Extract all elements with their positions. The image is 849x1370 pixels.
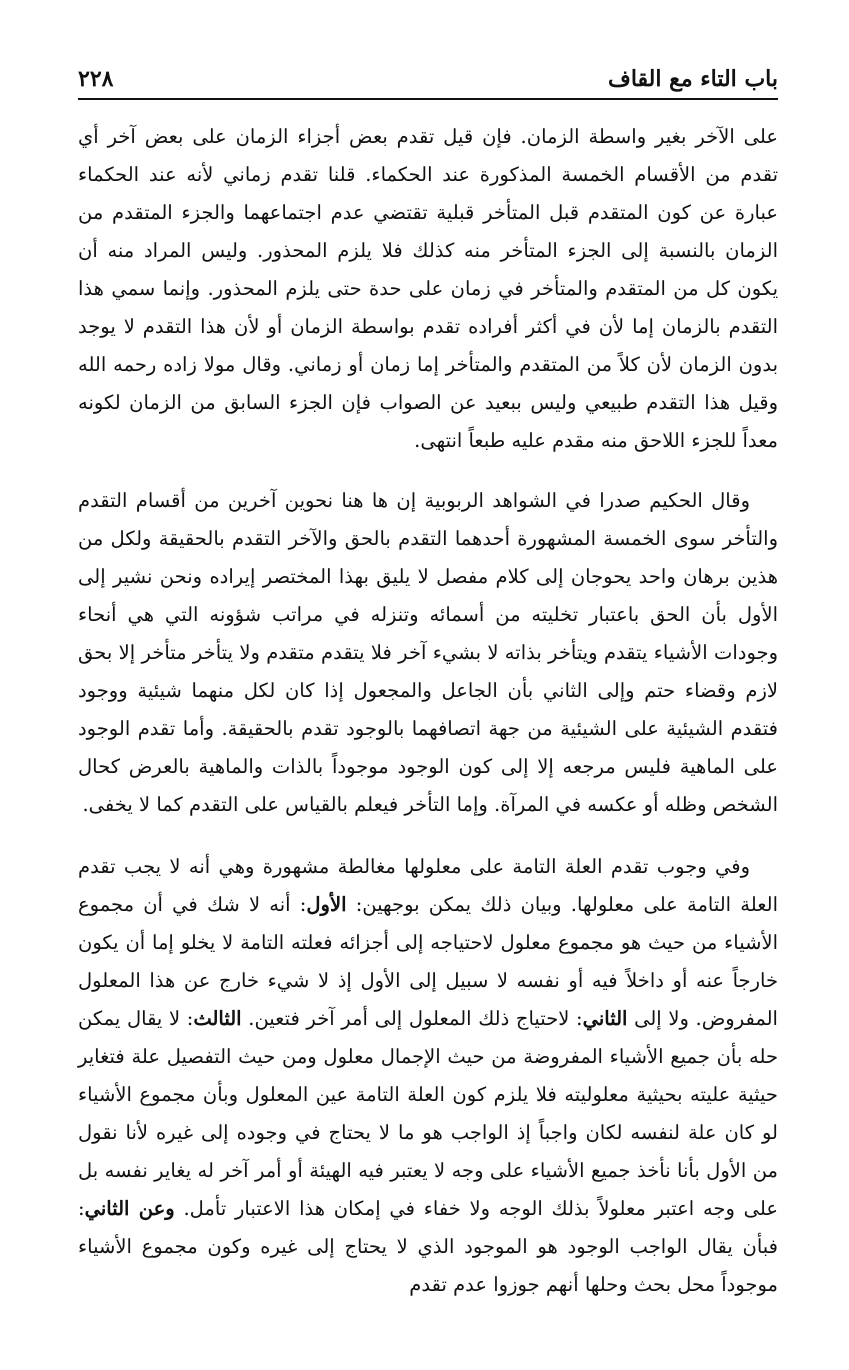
page-number: ٢٢٨ — [78, 66, 114, 92]
paragraph-3-text: : أنه لا شك في أن مجموع الأشياء من حيث هو مجموع معلول لاحتياجه إلى أجزائه فعلته التامة لا يخلو إما أن يكون خارجاً عنه أو داخلاً فيه أو نفسه لا سبيل إلى الأول إذ لا شيء خارج عن هذا المعلول المفروض. ولا إلى — [78, 893, 778, 1030]
paragraph-3-text: وفي وجوب تقدم العلة التامة على معلولها مغالطة مشهورة وهي أنه لا يجب تقدم العلة التامة على معلولها. وبيان ذلك يمكن بوجهين: — [78, 855, 778, 916]
paragraph-3 — [78, 848, 778, 1304]
running-title: باب التاء مع القاف — [608, 66, 778, 92]
keyword-third: الثالث — [193, 1007, 242, 1030]
paragraph-1: على الآخر بغير واسطة الزمان. فإن قيل تقدم بعض أجزاء الزمان على بعض آخر أي تقدم من الأقسام الخمسة المذكورة عند الحكماء. قلنا تقدم زماني لأنه عند الحكماء عبارة عن كون المتقدم قبل المتأخر قبلية تقتضي عدم اجتماعهما والجزء المتقدم من الزمان بالنسبة إلى الجزء المتأخر منه كذلك فلا يلزم المحذور. وليس المراد منه أن يكون كل من المتقدم والمتأخر في زمان على حدة حتى يلزم المحذور. وإنما سمي هذا التقدم بالزمان إما لأن في أكثر أفراده تقدم بواسطة الزمان أو لأن هذا التقدم لا يوجد بدون الزمان لأن كلاً من المتقدم والمتأخر إما زمان أو زماني. وقال مولا زاده رحمه الله وقيل هذا التقدم طبيعي وليس ببعيد عن الصواب فإن الجزء السابق من الزمان لكونه معداً للجزء اللاحق منه مقدم عليه طبعاً انتهى. — [78, 125, 778, 452]
page-header — [78, 58, 778, 100]
keyword-first: الأول — [306, 893, 347, 916]
paragraph-3-text: : فبأن يقال الواجب الوجود هو الموجود الذي لا يحتاج إلى غيره وكون مجموع الأشياء موجوداً محل بحث وحلها أنهم جوزوا عدم تقدم — [78, 1197, 778, 1296]
keyword-and-about-second: وعن الثاني — [84, 1197, 175, 1220]
keyword-second: الثاني — [582, 1007, 628, 1030]
paragraph-3-text: : لا يقال يمكن حله بأن جميع الأشياء المفروضة من حيث الإجمال معلول ومن حيث التفصيل علة فتغاير حيثية عليته بحيثية معلوليته فلا يلزم كون العلة التامة عين المعلول وبأن مجموع الأشياء لو كان علة لنفسه لكان واجباً إذ الواجب هو ما لا يحتاج في وجوده إلى غيره لأنا نقول من الأول بأنا نأخذ جميع الأشياء على وجه لا يعتبر فيه الهيئة أو أمر آخر له يغاير نفسه بل على وجه اعتبر معلولاً بذلك الوجه ولا خفاء في إمكان هذا الاعتبار تأمل. — [78, 1007, 778, 1220]
body-text — [78, 118, 778, 1304]
paragraph-3-text: : لاحتياج ذلك المعلول إلى أمر آخر فتعين. — [241, 1007, 583, 1030]
paragraph-2: وقال الحكيم صدرا في الشواهد الربوبية إن ها هنا نحوين آخرين من أقسام التقدم والتأخر سوى الخمسة المشهورة أحدهما التقدم بالحق والآخر التقدم بالحقيقة ولكل من هذين برهان واحد يحوجان إلى كلام مفصل لا يليق بهذا المختصر إيراده ونحن نشير إلى الأول بأن الحق باعتبار تخليته من أسمائه وتنزله في مراتب شؤونه التي هي أنحاء وجودات الأشياء يتقدم ويتأخر بذاته لا بشيء آخر فلا يتقدم متقدم ولا يتأخر متأخر إلا بحق لازم وقضاء حتم وإلى الثاني بأن الجاعل والمجعول إذا كان لكل منهما شيئية ووجود فتقدم الشيئية على الشيئية من جهة اتصافهما بالوجود تقدم بالحقيقة. وأما تقدم الوجود على الماهية فليس مرجعه إلا إلى كون الوجود موجوداً بالذات والماهية بالعرض كحال الشخص وظله أو عكسه في المرآة. وإما التأخر فيعلم بالقياس على التقدم كما لا يخفى. — [78, 489, 778, 816]
